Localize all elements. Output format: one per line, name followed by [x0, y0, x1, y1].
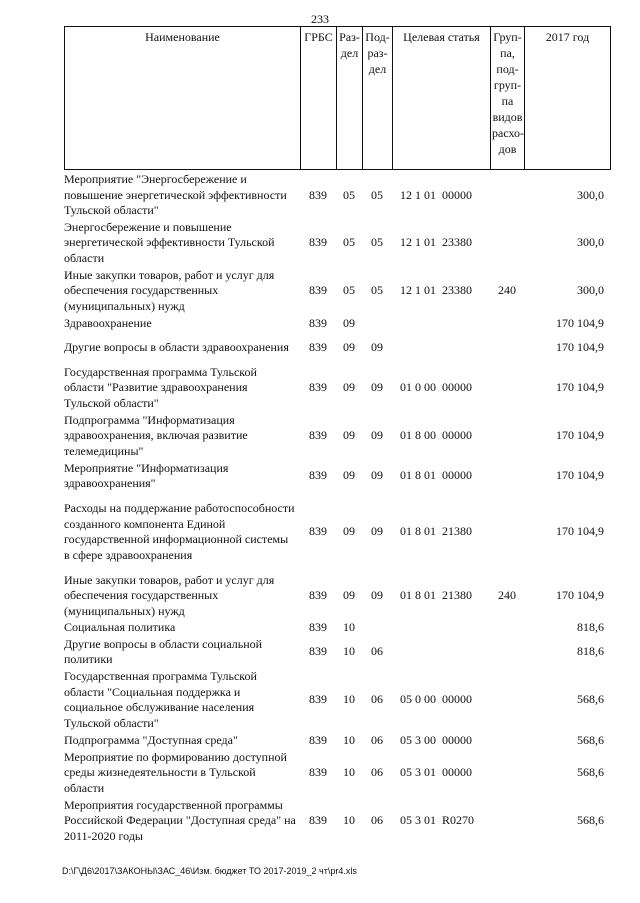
row-grbs: 839	[309, 468, 327, 483]
row-name: Иные закупки товаров, работ и услуг для обеспечения государственных (муниципальных) нужд	[64, 267, 275, 313]
header-vid: Груп- па, под- груп- па видов расхо- дов	[491, 27, 525, 170]
table-row	[64, 620, 610, 636]
row-razdel: 09	[343, 428, 355, 443]
row-razdel: 09	[343, 524, 355, 539]
row-podrazdel: 09	[371, 340, 383, 355]
row-name: Энергосбережение и повышение энергетической эффективности Тульской области	[64, 219, 275, 265]
row-amount: 818,6	[577, 644, 604, 659]
row-name: Подпрограмма "Информатизация здравоохранения, включая развитие телемедицины"	[64, 412, 248, 458]
header-grbs: ГРБС	[301, 27, 337, 170]
table-row	[64, 219, 610, 267]
table-row	[64, 332, 610, 364]
row-grbs: 839	[309, 235, 327, 250]
row-razdel: 09	[343, 588, 355, 603]
row-target: 05 3 01 R0270	[400, 813, 475, 828]
row-target: 01 8 01 21380	[400, 524, 472, 539]
row-target: 01 8 00 00000	[400, 428, 472, 443]
table-row	[64, 668, 610, 732]
row-razdel: 10	[343, 620, 355, 635]
row-amount: 300,0	[577, 235, 604, 250]
row-podrazdel: 09	[371, 468, 383, 483]
row-name: Иные закупки товаров, работ и услуг для обеспечения государственных (муниципальных) нужд	[64, 572, 275, 618]
row-razdel: 05	[343, 187, 355, 202]
row-amount: 568,6	[577, 732, 604, 747]
header-razdel: Раз- дел	[337, 27, 363, 170]
table-row	[64, 267, 610, 315]
row-razdel: 10	[343, 765, 355, 780]
row-target: 01 8 01 21380	[400, 588, 472, 603]
budget-rows	[64, 172, 610, 845]
row-name: Подпрограмма "Доступная среда"	[64, 732, 238, 747]
row-name: Другие вопросы в области здравоохранения	[64, 340, 289, 355]
table-row	[64, 797, 610, 845]
row-razdel: 09	[343, 315, 355, 330]
row-name: Мероприятия государственной программы Российской Федерации "Доступная среда" на 2011-2020 годы	[64, 797, 296, 843]
page-number: 233	[311, 12, 329, 26]
row-podrazdel: 06	[371, 644, 383, 659]
row-name: Мероприятие по формированию доступной среды жизнедеятельности в Тульской области	[64, 749, 287, 795]
row-name: Государственная программа Тульской области "Развитие здравоохранения Тульской области"	[64, 364, 257, 410]
row-grbs: 839	[309, 315, 327, 330]
table-row	[64, 172, 610, 219]
header-year: 2017 год	[525, 27, 611, 170]
row-podrazdel: 05	[371, 235, 383, 250]
row-vid: 240	[498, 588, 516, 603]
row-vid: 240	[498, 283, 516, 298]
row-grbs: 839	[309, 644, 327, 659]
row-amount: 170 104,9	[556, 380, 604, 395]
table-row	[64, 636, 610, 668]
row-podrazdel: 09	[371, 380, 383, 395]
row-grbs: 839	[309, 813, 327, 828]
row-grbs: 839	[309, 765, 327, 780]
row-amount: 170 104,9	[556, 340, 604, 355]
row-name: Другие вопросы в области социальной политики	[64, 636, 263, 666]
row-grbs: 839	[309, 428, 327, 443]
row-amount: 300,0	[577, 187, 604, 202]
row-podrazdel: 09	[371, 588, 383, 603]
row-razdel: 05	[343, 283, 355, 298]
row-razdel: 10	[343, 813, 355, 828]
row-amount: 818,6	[577, 620, 604, 635]
row-target: 12 1 01 23380	[400, 235, 472, 250]
row-razdel: 09	[343, 380, 355, 395]
row-podrazdel: 06	[371, 813, 383, 828]
row-amount: 170 104,9	[556, 428, 604, 443]
row-grbs: 839	[309, 588, 327, 603]
row-target: 05 3 01 00000	[400, 765, 472, 780]
row-target: 05 0 00 00000	[400, 692, 472, 707]
row-razdel: 09	[343, 340, 355, 355]
row-amount: 170 104,9	[556, 524, 604, 539]
row-target: 01 0 00 00000	[400, 380, 472, 395]
row-amount: 568,6	[577, 765, 604, 780]
table-row	[64, 492, 610, 572]
row-amount: 170 104,9	[556, 468, 604, 483]
row-grbs: 839	[309, 340, 327, 355]
row-razdel: 10	[343, 644, 355, 659]
row-amount: 568,6	[577, 813, 604, 828]
row-razdel: 10	[343, 692, 355, 707]
row-grbs: 839	[309, 380, 327, 395]
row-grbs: 839	[309, 692, 327, 707]
row-razdel: 10	[343, 732, 355, 747]
row-amount: 170 104,9	[556, 315, 604, 330]
header-target: Целевая статья	[393, 27, 491, 170]
row-podrazdel: 06	[371, 765, 383, 780]
row-grbs: 839	[309, 187, 327, 202]
row-grbs: 839	[309, 283, 327, 298]
row-podrazdel: 05	[371, 283, 383, 298]
row-grbs: 839	[309, 732, 327, 747]
row-razdel: 09	[343, 468, 355, 483]
row-target: 12 1 01 00000	[400, 187, 472, 202]
table-row	[64, 749, 610, 797]
row-amount: 170 104,9	[556, 588, 604, 603]
table-header	[64, 26, 611, 170]
row-razdel: 05	[343, 235, 355, 250]
file-path-footer: D:\Г\Д6\2017\ЗАКОНЫ\ЗАС_46\Изм. бюджет ТО 2017-2019_2 чт\pr4.xls	[62, 866, 357, 876]
row-name: Мероприятие "Информатизация здравоохранения"	[64, 460, 229, 490]
table-row	[64, 572, 610, 620]
table-row	[64, 412, 610, 460]
row-name: Государственная программа Тульской области "Социальная поддержка и социальное обслуживание населения Тульской области"	[64, 669, 257, 730]
row-grbs: 839	[309, 620, 327, 635]
table-row	[64, 732, 610, 749]
row-podrazdel: 06	[371, 732, 383, 747]
row-target: 05 3 00 00000	[400, 732, 472, 747]
row-podrazdel: 09	[371, 524, 383, 539]
table-row	[64, 364, 610, 412]
row-name: Расходы на поддержание работоспособности созданного компонента Единой государственной информационной системы в сфере здравоохранения	[64, 501, 295, 562]
row-name: Социальная политика	[64, 620, 176, 635]
row-name: Мероприятие "Энергосбережение и повышение энергетической эффективности Тульской области"	[64, 172, 287, 218]
row-grbs: 839	[309, 524, 327, 539]
row-podrazdel: 06	[371, 692, 383, 707]
row-name: Здравоохранение	[64, 315, 152, 330]
row-target: 12 1 01 23380	[400, 283, 472, 298]
row-amount: 568,6	[577, 692, 604, 707]
header-name: Наименование	[65, 27, 301, 170]
row-amount: 300,0	[577, 283, 604, 298]
header-podrazdel: Под- раз- дел	[363, 27, 393, 170]
table-row	[64, 315, 610, 332]
row-podrazdel: 05	[371, 187, 383, 202]
row-podrazdel: 09	[371, 428, 383, 443]
row-target: 01 8 01 00000	[400, 468, 472, 483]
table-row	[64, 460, 610, 492]
